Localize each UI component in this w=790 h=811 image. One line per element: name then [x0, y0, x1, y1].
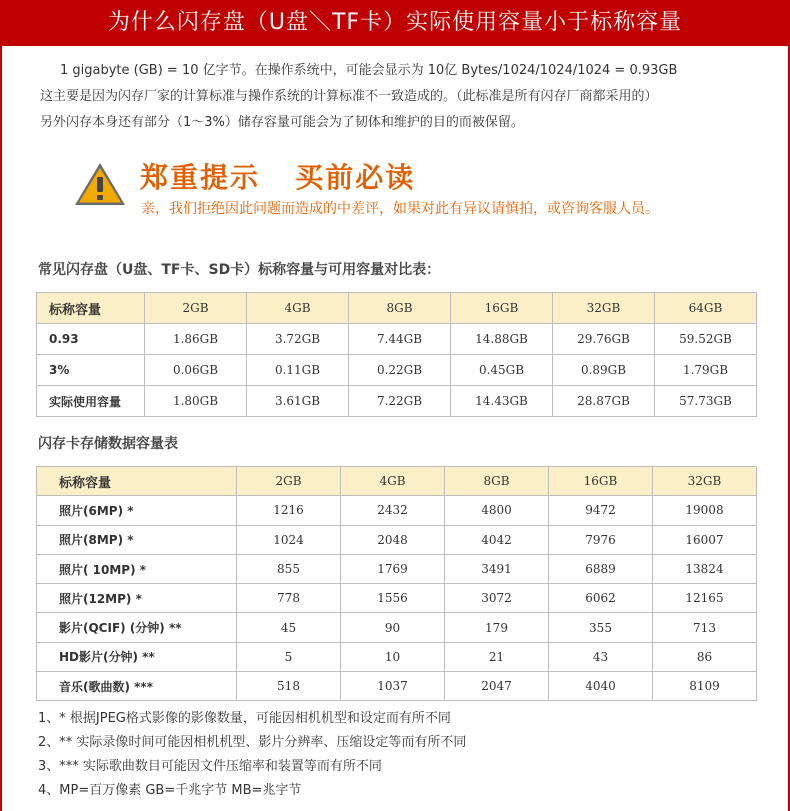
table-cell: 2432 — [341, 496, 445, 525]
table-cell: 0.45GB — [451, 355, 553, 386]
capacity-table — [36, 292, 757, 417]
table-cell: 28.87GB — [553, 386, 655, 417]
table-cell: 21 — [445, 642, 549, 671]
table-cell: 1216 — [237, 496, 341, 525]
intro-line-1: 1 gigabyte (GB) = 10 亿字节。在操作系统中，可能会显示为 10亿 Bytes/1024/1024/1024 = 0.93GB — [60, 63, 678, 78]
table-cell: 6062 — [549, 584, 653, 613]
table-cell: 1037 — [341, 672, 445, 701]
warning-triangle-icon — [72, 160, 128, 208]
table-row — [37, 642, 757, 671]
table-row — [37, 386, 757, 417]
table-cell: 4800 — [445, 496, 549, 525]
row-label: HD影片(分钟) ** — [37, 642, 237, 671]
row-label: 照片(12MP) * — [37, 584, 237, 613]
intro-line-2: 这主要是因为闪存厂家的计算标准与操作系统的计算标准不一致造成的。（此标准是所有闪存厂商都采用的） — [40, 89, 658, 104]
table-cell: 29.76GB — [553, 324, 655, 355]
table-cell: 3.72GB — [247, 324, 349, 355]
page-title: 为什么闪存盘（U盘＼TF卡）实际使用容量小于标称容量 — [0, 0, 790, 46]
table-cell: 1556 — [341, 584, 445, 613]
footnote: 2、** 实际录像时间可能因相机机型、影片分辨率、压缩设定等而有所不同 — [38, 735, 467, 750]
table-row — [37, 355, 757, 386]
table-cell: 8109 — [653, 672, 757, 701]
table-header-row — [37, 293, 757, 324]
table-cell: 14.43GB — [451, 386, 553, 417]
table1-title: 常见闪存盘（U盘、TF卡、SD卡）标称容量与可用容量对比表： — [38, 262, 441, 278]
header-cell: 64GB — [655, 293, 757, 324]
table-cell: 713 — [653, 613, 757, 642]
table-cell: 19008 — [653, 496, 757, 525]
header-cell: 标称容量 — [37, 293, 145, 324]
table-cell: 59.52GB — [655, 324, 757, 355]
warning-subtitle: 亲，我们拒绝因此问题而造成的中差评，如果对此有异议请慎拍，或咨询客服人员。 — [141, 201, 659, 217]
table-cell: 518 — [237, 672, 341, 701]
footnote: 1、* 根据JPEG格式影像的影像数量，可能因相机机型和设定而有所不同 — [38, 711, 451, 726]
table-cell: 4040 — [549, 672, 653, 701]
table2-title: 闪存卡存储数据容量表 — [38, 436, 178, 452]
table-cell: 10 — [341, 642, 445, 671]
table-cell: 855 — [237, 554, 341, 583]
intro-line-3: 另外闪存本身还有部分（1～3%）储存容量可能会为了韧体和维护的目的而被保留。 — [40, 115, 524, 130]
header-cell: 2GB — [237, 467, 341, 496]
header-cell: 标称容量 — [37, 467, 237, 496]
table-cell: 86 — [653, 642, 757, 671]
table-cell: 3491 — [445, 554, 549, 583]
header-cell: 4GB — [341, 467, 445, 496]
table-cell: 1769 — [341, 554, 445, 583]
footnotes — [38, 707, 466, 803]
warning-title: 郑重提示 买前必读 — [140, 161, 416, 194]
header-cell: 4GB — [247, 293, 349, 324]
table-cell: 0.22GB — [349, 355, 451, 386]
table-cell: 7.22GB — [349, 386, 451, 417]
table-row — [37, 496, 757, 525]
table-row — [37, 554, 757, 583]
row-label: 影片(QCIF) (分钟) ** — [37, 613, 237, 642]
table-row — [37, 672, 757, 701]
row-label: 实际使用容量 — [37, 386, 145, 417]
table-cell: 1.86GB — [145, 324, 247, 355]
table-row — [37, 584, 757, 613]
header-cell: 16GB — [451, 293, 553, 324]
header-cell: 8GB — [445, 467, 549, 496]
table-cell: 355 — [549, 613, 653, 642]
table-cell: 5 — [237, 642, 341, 671]
storage-table — [36, 466, 757, 701]
table-cell: 3.61GB — [247, 386, 349, 417]
table-cell: 57.73GB — [655, 386, 757, 417]
table-header-row — [37, 467, 757, 496]
table-cell: 90 — [341, 613, 445, 642]
header-cell: 32GB — [653, 467, 757, 496]
table-cell: 778 — [237, 584, 341, 613]
intro-text — [40, 58, 760, 136]
footnote: 4、MP=百万像素 GB=千兆字节 MB=兆字节 — [38, 783, 302, 798]
header-cell: 8GB — [349, 293, 451, 324]
row-label: 3% — [37, 355, 145, 386]
header-cell: 32GB — [553, 293, 655, 324]
row-label: 照片( 10MP) * — [37, 554, 237, 583]
table-cell: 179 — [445, 613, 549, 642]
table-cell: 13824 — [653, 554, 757, 583]
table-cell: 2047 — [445, 672, 549, 701]
table-cell: 7976 — [549, 525, 653, 554]
table-cell: 0.11GB — [247, 355, 349, 386]
table-cell: 1024 — [237, 525, 341, 554]
table-row — [37, 525, 757, 554]
table-cell: 9472 — [549, 496, 653, 525]
header-cell: 16GB — [549, 467, 653, 496]
table-cell: 6889 — [549, 554, 653, 583]
row-label: 音乐(歌曲数) *** — [37, 672, 237, 701]
table-cell: 4042 — [445, 525, 549, 554]
table-cell: 3072 — [445, 584, 549, 613]
table-row — [37, 324, 757, 355]
header-cell: 2GB — [145, 293, 247, 324]
footnote: 3、*** 实际歌曲数目可能因文件压缩率和装置等而有所不同 — [38, 759, 382, 774]
table-cell: 16007 — [653, 525, 757, 554]
table-cell: 12165 — [653, 584, 757, 613]
row-label: 照片(6MP) * — [37, 496, 237, 525]
table-cell: 45 — [237, 613, 341, 642]
table-cell: 0.06GB — [145, 355, 247, 386]
table-cell: 14.88GB — [451, 324, 553, 355]
row-label: 照片(8MP) * — [37, 525, 237, 554]
table-cell: 43 — [549, 642, 653, 671]
row-label: 0.93 — [37, 324, 145, 355]
table-row — [37, 613, 757, 642]
table-cell: 1.80GB — [145, 386, 247, 417]
table-cell: 7.44GB — [349, 324, 451, 355]
table-cell: 0.89GB — [553, 355, 655, 386]
table-cell: 2048 — [341, 525, 445, 554]
table-cell: 1.79GB — [655, 355, 757, 386]
